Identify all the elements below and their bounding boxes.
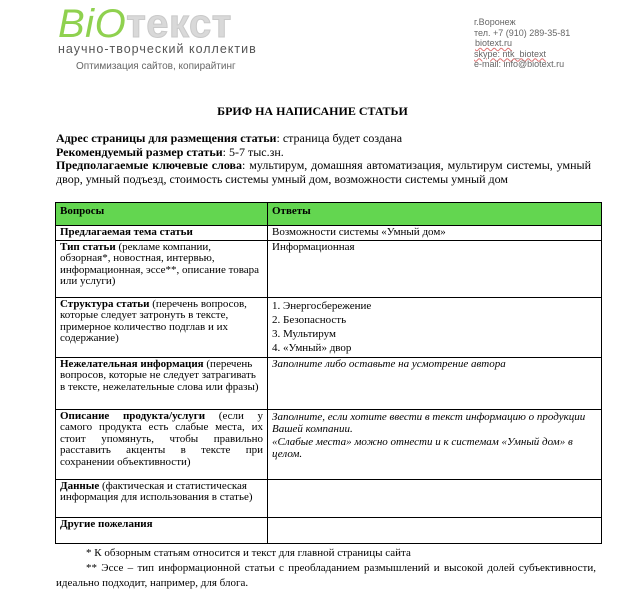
table-row-product <box>56 409 602 479</box>
contact-city: г.Воронеж <box>474 17 516 27</box>
question-hint: (перечень вопросов, которые не следует затрагивать в тексте, нежелательные слова или фразы) <box>60 357 259 393</box>
question-cell <box>56 517 268 543</box>
contacts-block <box>474 17 570 70</box>
question-cell <box>56 240 268 297</box>
logo-bi: Bi <box>58 2 95 46</box>
contact-phone: тел. +7 (910) 289-35-81 <box>474 27 571 38</box>
size-line <box>56 146 591 160</box>
question-label: Структура статьи <box>60 297 150 310</box>
footnote-essay: ** Эссе – тип информационной статьи с преобладанием размышлений и высокой долей субъективности, идеально подходит, например, для блога. <box>56 562 596 589</box>
answer-cell <box>268 297 602 357</box>
table-row-structure <box>56 297 602 357</box>
footnote-review: * К обзорным статьям относится и текст для главной страницы сайта <box>86 547 411 559</box>
column-header-answers: Ответы <box>268 203 602 226</box>
answer-cell <box>268 409 602 479</box>
logo <box>58 2 232 46</box>
logo-tekst: текст <box>126 2 232 46</box>
question-cell <box>56 297 268 357</box>
table-row-data <box>56 479 602 517</box>
keywords-label: Предполагаемые ключевые слова <box>56 158 243 172</box>
contact-site[interactable]: biotext.ru <box>475 38 513 48</box>
table-row-topic <box>56 226 602 241</box>
brief-table <box>55 202 602 544</box>
logo-tagline: Оптимизация сайтов, копирайтинг <box>76 61 236 72</box>
logo-o: O <box>94 2 127 46</box>
answer-cell <box>268 479 602 517</box>
keywords-line <box>56 159 591 186</box>
list-item: 2. Безопасность <box>272 313 347 326</box>
question-label: Описание продукта/услуги <box>60 409 206 422</box>
question-hint: (рекламе компании, обзорная*, новостная, интервью, информационная, эссе**, описание товара или услуги) <box>60 240 260 287</box>
answer-cell: Информационная <box>268 240 602 297</box>
question-label: Нежелательная информация <box>60 357 204 370</box>
answer-paragraph: «Слабые места» можно отнести и к системам «Умный дом» в целом. <box>272 435 573 460</box>
keywords-value: : мультирум, домашняя автоматизация, мультирум системы, умный двор, умный подъезд, стоимость системы умный дом, возможности системы умный дом <box>56 158 592 186</box>
answer-cell: Заполните либо оставьте на усмотрение автора <box>268 357 602 409</box>
brief-meta <box>56 132 591 186</box>
column-header-questions: Вопросы <box>56 203 268 226</box>
list-item: 3. Мультирум <box>272 327 336 340</box>
list-item: 4. «Умный» двор <box>272 341 352 354</box>
question-cell <box>56 409 268 479</box>
question-label: Данные <box>60 479 100 492</box>
question-cell <box>56 357 268 409</box>
question-hint: (фактическая и статистическая информация для использования в статье) <box>60 479 253 503</box>
address-line <box>56 132 591 146</box>
question-hint: (если у самого продукта есть слабые места, их стоит упомянуть, чтобы правильно расставить акценты в тексте при сохранении объективности) <box>60 409 263 468</box>
document-title: БРИФ НА НАПИСАНИЕ СТАТЬИ <box>217 104 408 118</box>
size-value: : 5-7 тыс.зн. <box>222 144 284 159</box>
question-label: Тип статьи <box>60 240 116 253</box>
table-row-unwanted <box>56 357 602 409</box>
table-row-type <box>56 240 602 297</box>
size-label: Рекомендуемый размер статьи <box>56 144 223 159</box>
list-item: 1. Энергосбережение <box>272 299 372 312</box>
question-cell <box>56 479 268 517</box>
question-label: Другие пожелания <box>60 517 153 530</box>
contact-email[interactable]: e-mail: info@biotext.ru <box>474 59 565 69</box>
address-value: : страница будет создана <box>276 131 403 145</box>
logo-subtitle: научно-творческий коллектив <box>58 42 257 56</box>
question-cell <box>56 226 268 241</box>
question-label: Предлагаемая тема статьи <box>60 226 193 238</box>
table-row-wishes <box>56 517 602 543</box>
question-hint: (перечень вопросов, которые следует затронуть в тексте, примерное количество подглав и их содержание) <box>60 297 247 344</box>
contact-skype: skype: ntk_biotext <box>474 48 547 59</box>
answer-cell: Возможности системы «Умный дом» <box>268 226 602 241</box>
answer-paragraph: Заполните, если хотите ввести в текст информацию о продукции Вашей компании. <box>272 410 586 435</box>
address-label: Адрес страницы для размещения статьи <box>56 131 277 145</box>
table-header-row <box>56 203 602 226</box>
answer-cell <box>268 517 602 543</box>
